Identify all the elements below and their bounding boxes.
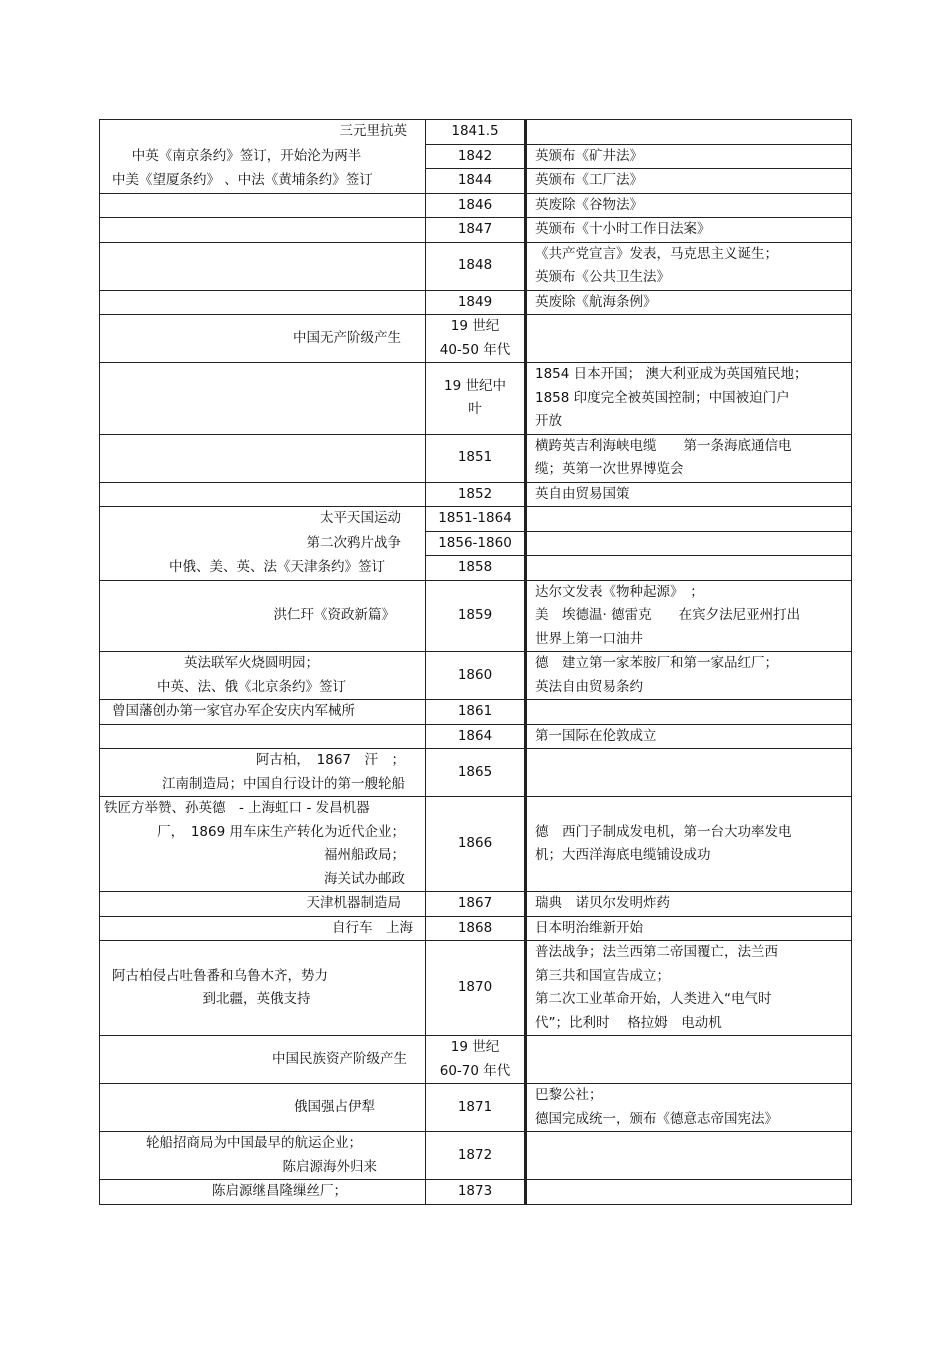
china-text-line: 三元里抗英 — [339, 123, 407, 140]
world-event-cell — [526, 169, 852, 194]
world-event-cell — [526, 218, 852, 243]
empty-cell-spacer — [108, 446, 417, 470]
timeline-row — [100, 749, 852, 797]
empty-cell-spacer — [535, 1180, 843, 1204]
china-event-cell — [100, 290, 426, 315]
china-event-cell — [100, 1180, 426, 1205]
timeline-row — [100, 193, 852, 218]
year-text-line: 40-50 年代 — [439, 341, 511, 358]
timeline-row — [100, 434, 852, 482]
empty-cell-spacer — [535, 1144, 843, 1168]
year-text-line: 1851-1864 — [438, 510, 512, 526]
year-text-line: 叶 — [468, 401, 482, 418]
timeline-row — [100, 892, 852, 917]
timeline-row — [100, 1132, 852, 1180]
year-cell — [426, 916, 526, 941]
world-text-line: 英颁布《工厂法》 — [535, 172, 643, 188]
world-event-cell — [526, 941, 852, 1036]
empty-cell-spacer — [535, 327, 843, 351]
year-text-line: 1852 — [457, 485, 493, 502]
timeline-row — [100, 218, 852, 243]
china-event-cell — [100, 144, 426, 169]
world-event-cell — [526, 363, 852, 435]
china-event-cell — [100, 556, 426, 581]
year-cell — [426, 482, 526, 507]
year-text-line: 1841.5 — [451, 123, 499, 139]
year-text-line: 1871 — [457, 1098, 493, 1115]
china-event-cell — [100, 193, 426, 218]
timeline-row — [100, 242, 852, 290]
china-event-cell — [100, 724, 426, 749]
china-text-line: 中国民族资产阶级产生 — [272, 1050, 407, 1067]
year-cell — [426, 1036, 526, 1084]
china-text-line: 自行车 上海 — [332, 919, 413, 936]
year-cell — [426, 892, 526, 917]
china-event-cell — [100, 941, 426, 1036]
year-cell — [426, 290, 526, 315]
world-event-cell — [526, 482, 852, 507]
china-text-line: 江南制造局；中国自行设计的第一艘轮船 — [162, 775, 405, 792]
year-text-line: 1867 — [457, 895, 493, 911]
china-text-line: 英法联军火烧圆明园； — [184, 655, 319, 671]
timeline-row — [100, 797, 852, 892]
china-text-line: 陈启源继昌隆缫丝厂； — [212, 1183, 347, 1199]
empty-cell-spacer — [535, 700, 843, 724]
world-event-cell — [526, 531, 852, 556]
year-cell — [426, 315, 526, 363]
china-text-line: 第二次鸦片战争 — [306, 534, 401, 551]
china-event-cell — [100, 482, 426, 507]
world-text-line: 德 西门子制成发电机，第一台大功率发电 — [535, 823, 792, 840]
empty-cell-spacer — [535, 532, 843, 556]
world-text-line: 普法战争；法兰西第二帝国覆亡，法兰西 — [535, 944, 778, 960]
year-cell — [426, 724, 526, 749]
timeline-row — [100, 531, 852, 556]
china-event-cell — [100, 797, 426, 892]
timeline-row — [100, 290, 852, 315]
world-text-line: 英废除《谷物法》 — [535, 196, 643, 213]
world-text-line: 英自由贸易国策 — [535, 485, 630, 502]
empty-cell-spacer — [535, 761, 843, 785]
china-text-line: 洪仁玕《资政新篇》 — [273, 607, 395, 623]
year-text-line: 1861 — [457, 703, 493, 719]
timeline-table — [99, 119, 852, 1205]
world-text-line: 机；大西洋海底电缆铺设成功 — [535, 847, 711, 863]
china-text-line: 中英、法、俄《北京条约》签订 — [157, 678, 346, 695]
year-text-line: 19 世纪 — [450, 1039, 500, 1055]
world-text-line: 缆；英第一次世界博览会 — [535, 461, 684, 477]
empty-cell-spacer — [108, 194, 417, 218]
year-cell — [426, 1180, 526, 1205]
world-text-line: 英颁布《矿井法》 — [535, 147, 643, 164]
world-text-line: 开放 — [535, 413, 562, 429]
year-cell — [426, 193, 526, 218]
timeline-row — [100, 507, 852, 532]
year-text-line: 1846 — [457, 196, 493, 213]
year-cell — [426, 580, 526, 652]
world-event-cell — [526, 1036, 852, 1084]
year-cell — [426, 120, 526, 145]
china-event-cell — [100, 1132, 426, 1180]
year-text-line: 1865 — [457, 763, 493, 780]
timeline-row — [100, 144, 852, 169]
world-text-line: 第一国际在伦敦成立 — [535, 727, 657, 744]
world-event-cell — [526, 1180, 852, 1205]
world-event-cell — [526, 652, 852, 700]
world-event-cell — [526, 892, 852, 917]
year-cell — [426, 363, 526, 435]
china-text-line: 到北疆，英俄支持 — [202, 991, 311, 1007]
timeline-row — [100, 482, 852, 507]
year-text-line: 1859 — [457, 607, 493, 623]
year-cell — [426, 556, 526, 581]
china-text-line: 中俄、美、英、法《天津条约》签订 — [169, 558, 385, 575]
world-text-line: 横跨英吉利海峡电缆 第一条海底通信电 — [535, 437, 792, 454]
china-event-cell — [100, 218, 426, 243]
china-text-line: 阿古柏， 1867 汗 ； — [255, 752, 405, 768]
china-text-line: 铁匠方举赞、孙英德 - 上海虹口 - 发昌机器 — [104, 800, 370, 816]
year-cell — [426, 652, 526, 700]
year-cell — [426, 218, 526, 243]
timeline-row — [100, 652, 852, 700]
world-event-cell — [526, 749, 852, 797]
year-text-line: 1849 — [457, 293, 493, 310]
world-text-line: 瑞典 诺贝尔发明炸药 — [535, 895, 670, 911]
china-event-cell — [100, 507, 426, 532]
year-text-line: 1866 — [457, 835, 493, 852]
empty-cell-spacer — [535, 1048, 843, 1072]
world-event-cell — [526, 144, 852, 169]
year-text-line: 1844 — [457, 172, 493, 188]
empty-cell-spacer — [108, 218, 417, 242]
china-text-line: 中英《南京条约》签订，开始沦为两半 — [131, 147, 362, 164]
china-event-cell — [100, 242, 426, 290]
world-text-line: 英废除《航海条例》 — [535, 293, 657, 310]
china-text-line: 中国无产阶级产生 — [293, 329, 401, 346]
world-text-line: 1854 日本开国； 澳大利亚成为英国殖民地； — [535, 366, 808, 382]
year-text-line: 1847 — [457, 221, 493, 237]
china-event-cell — [100, 749, 426, 797]
timeline-body — [100, 120, 852, 1205]
china-text-line: 轮船招商局为中国最早的航运企业； — [146, 1135, 362, 1151]
year-text-line: 19 世纪中 — [444, 377, 506, 394]
world-event-cell — [526, 315, 852, 363]
timeline-row — [100, 724, 852, 749]
year-cell — [426, 749, 526, 797]
world-event-cell — [526, 580, 852, 652]
world-event-cell — [526, 556, 852, 581]
year-text-line: 1842 — [457, 147, 493, 164]
china-event-cell — [100, 363, 426, 435]
timeline-row — [100, 556, 852, 581]
world-event-cell — [526, 1084, 852, 1132]
year-cell — [426, 434, 526, 482]
china-event-cell — [100, 916, 426, 941]
world-text-line: 第二次工业革命开始，人类进入“电气时 — [535, 991, 772, 1007]
year-text-line: 1851 — [457, 449, 493, 466]
year-cell — [426, 1084, 526, 1132]
china-event-cell — [100, 315, 426, 363]
year-text-line: 60-70 年代 — [439, 1062, 511, 1079]
timeline-row — [100, 169, 852, 194]
year-cell — [426, 700, 526, 725]
world-text-line: 英颁布《十小时工作日法案》 — [535, 221, 711, 237]
china-text-line: 海关试办邮政 — [324, 870, 405, 887]
world-text-line: 美 埃德温· 德雷克 在宾夕法尼亚州打出 — [535, 607, 801, 623]
world-text-line: 世界上第一口油井 — [535, 630, 643, 647]
china-event-cell — [100, 892, 426, 917]
china-event-cell — [100, 1036, 426, 1084]
world-text-line: 英法自由贸易条约 — [535, 678, 643, 695]
timeline-row — [100, 120, 852, 145]
year-text-line: 1858 — [457, 559, 493, 575]
world-text-line: 德 建立第一家苯胺厂和第一家品红厂； — [535, 655, 778, 671]
china-event-cell — [100, 700, 426, 725]
china-text-line: 厂， 1869 用车床生产转化为近代企业； — [157, 823, 405, 840]
timeline-row — [100, 1180, 852, 1205]
china-event-cell — [100, 120, 426, 145]
china-text-line: 俄国强占伊犁 — [294, 1098, 375, 1115]
year-text-line: 1856-1860 — [438, 534, 512, 551]
year-cell — [426, 797, 526, 892]
timeline-row — [100, 941, 852, 1036]
year-cell — [426, 144, 526, 169]
world-text-line: 日本明治维新开始 — [535, 919, 643, 936]
empty-cell-spacer — [108, 483, 417, 507]
year-text-line: 19 世纪 — [450, 318, 500, 334]
world-event-cell — [526, 797, 852, 892]
empty-cell-spacer — [535, 120, 843, 144]
empty-cell-spacer — [535, 556, 843, 580]
timeline-row — [100, 1036, 852, 1084]
timeline-row — [100, 1084, 852, 1132]
timeline-row — [100, 315, 852, 363]
timeline-row — [100, 580, 852, 652]
year-text-line: 1868 — [457, 919, 493, 936]
year-cell — [426, 941, 526, 1036]
empty-cell-spacer — [108, 387, 417, 411]
world-event-cell — [526, 120, 852, 145]
year-text-line: 1870 — [457, 979, 493, 996]
world-event-cell — [526, 700, 852, 725]
year-cell — [426, 169, 526, 194]
empty-cell-spacer — [108, 725, 417, 749]
year-text-line: 1864 — [457, 727, 493, 744]
china-text-line: 陈启源海外归来 — [282, 1158, 377, 1175]
world-text-line: 1858 印度完全被英国控制；中国被迫门户 — [535, 389, 790, 406]
world-text-line: 巴黎公社； — [535, 1087, 603, 1103]
china-text-line: 天津机器制造局 — [306, 895, 401, 911]
world-text-line: 《共产党宣言》发表，马克思主义诞生； — [535, 245, 778, 262]
empty-cell-spacer — [108, 254, 417, 278]
china-event-cell — [100, 434, 426, 482]
world-event-cell — [526, 916, 852, 941]
china-text-line: 太平天国运动 — [320, 510, 401, 527]
year-text-line: 1872 — [457, 1146, 493, 1163]
world-event-cell — [526, 290, 852, 315]
china-text-line: 福州船政局； — [324, 847, 405, 863]
timeline-row — [100, 916, 852, 941]
world-text-line: 德国完成统一，颁布《德意志帝国宪法》 — [535, 1110, 778, 1127]
china-text-line: 曾国藩创办第一家官办军企安庆内军械所 — [112, 703, 355, 719]
year-cell — [426, 1132, 526, 1180]
year-text-line: 1873 — [457, 1183, 493, 1199]
year-cell — [426, 242, 526, 290]
world-event-cell — [526, 434, 852, 482]
china-event-cell — [100, 169, 426, 194]
china-text-line: 中美《望厦条约》 、中法《黄埔条约》签订 — [112, 171, 373, 188]
china-event-cell — [100, 580, 426, 652]
world-event-cell — [526, 724, 852, 749]
empty-cell-spacer — [535, 507, 843, 531]
world-event-cell — [526, 193, 852, 218]
year-cell — [426, 531, 526, 556]
world-event-cell — [526, 1132, 852, 1180]
world-text-line: 代”；比利时 格拉姆 电动机 — [535, 1014, 722, 1031]
timeline-row — [100, 363, 852, 435]
empty-cell-spacer — [108, 291, 417, 315]
world-event-cell — [526, 507, 852, 532]
china-event-cell — [100, 652, 426, 700]
world-text-line: 达尔文发表《物种起源》 ； — [535, 583, 704, 600]
year-cell — [426, 507, 526, 532]
year-text-line: 1848 — [457, 257, 493, 274]
timeline-row — [100, 700, 852, 725]
china-text-line: 阿古柏侵占吐鲁番和乌鲁木齐，势力 — [112, 967, 328, 984]
world-text-line: 英颁布《公共卫生法》 — [535, 269, 670, 285]
china-event-cell — [100, 1084, 426, 1132]
world-event-cell — [526, 242, 852, 290]
world-text-line: 第三共和国宣告成立； — [535, 967, 670, 984]
year-text-line: 1860 — [457, 666, 493, 683]
china-event-cell — [100, 531, 426, 556]
